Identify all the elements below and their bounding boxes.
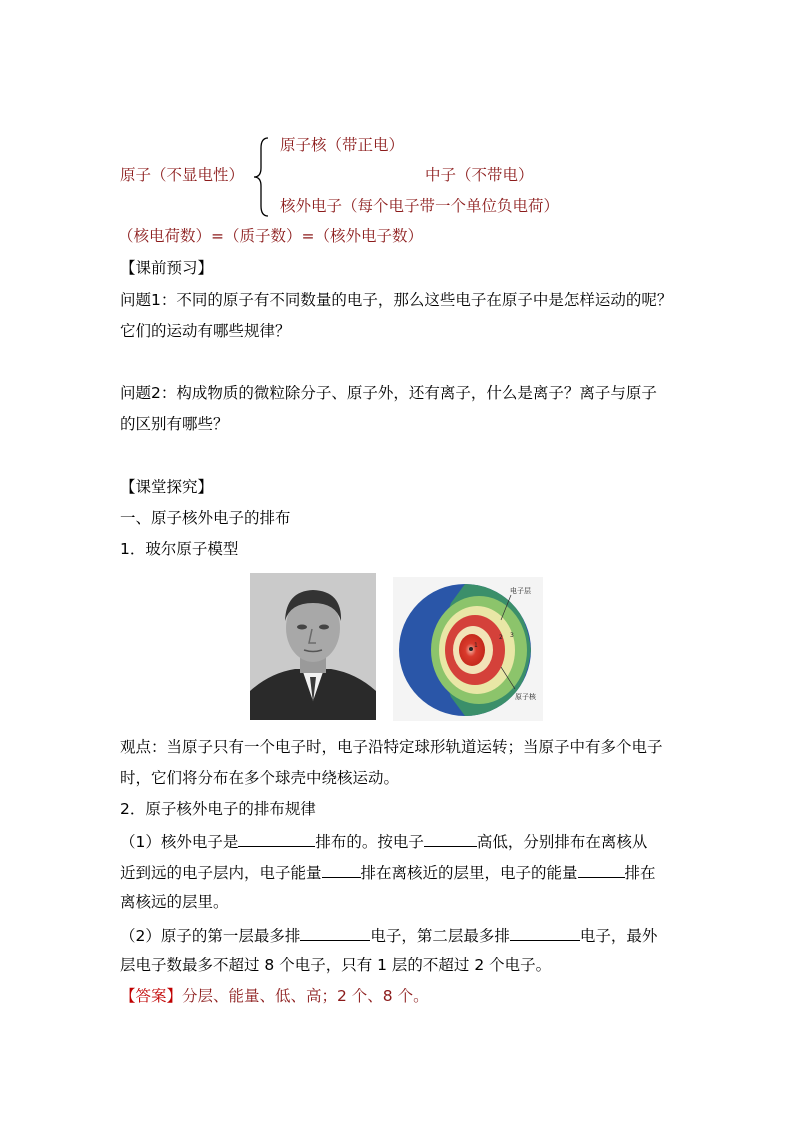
subsection-2-title: 2．原子核外电子的排布规律 xyxy=(120,800,316,818)
brace-icon xyxy=(252,136,272,218)
rule-1-line-3: 离核远的层里。 xyxy=(120,893,229,911)
fill-blank-5[interactable] xyxy=(300,924,370,941)
viewpoint-line-1: 观点：当原子只有一个电子时，电子沿特定球形轨道运转；当原子中有多个电子 xyxy=(120,738,663,756)
fill-blank-4[interactable] xyxy=(578,861,625,878)
atom-label: 原子（不显电性） xyxy=(120,166,245,184)
fill-blank-3[interactable] xyxy=(322,861,361,878)
fill-blank-2[interactable] xyxy=(424,830,477,847)
section-1-title: 一、原子核外电子的排布 xyxy=(120,509,291,527)
rule-1-line-1: （1）核外电子是 排布的。按电子 高低，分别排布在离核从 xyxy=(120,830,647,852)
explore-heading: 【课堂探究】 xyxy=(120,478,214,496)
question-2-line-1: 问题2：构成物质的微粒除分子、原子外，还有离子，什么是离子？离子与原子 xyxy=(120,384,657,402)
atom-nucleus-text: 原子核（带正电） xyxy=(280,136,405,154)
rule-1-line-2: 近到远的电子层内，电子能量 排在离核近的层里，电子的能量 排在 xyxy=(120,861,656,883)
fill-blank-1[interactable] xyxy=(238,830,315,847)
shell-number-1: 1 xyxy=(474,642,478,649)
answer-text: 分层、能量、低、高；2 个、8 个。 xyxy=(182,987,429,1005)
label-nucleus: 原子核 xyxy=(515,693,536,701)
question-1-line-1: 问题1：不同的原子有不同数量的电子，那么这些电子在原子中是怎样运动的呢？ xyxy=(120,291,673,309)
bohr-portrait xyxy=(250,573,376,720)
bohr-atom-model xyxy=(393,577,543,721)
question-1-line-2: 它们的运动有哪些规律？ xyxy=(120,322,291,340)
answer-line xyxy=(120,986,429,1006)
subsection-1-title: 1．玻尔原子模型 xyxy=(120,540,239,558)
shell-number-3: 3 xyxy=(510,632,514,639)
answer-label: 【答案】 xyxy=(120,987,183,1005)
charge-equation: （核电荷数）=（质子数）=（核外电子数） xyxy=(118,227,423,245)
rule-2-line-2: 层电子数最多不超过 8 个电子，只有 1 层的不超过 2 个电子。 xyxy=(120,956,552,974)
atom-neutron-text: 中子（不带电） xyxy=(425,166,534,184)
rule-2-line-1: （2）原子的第一层最多排 电子，第二层最多排 电子，最外 xyxy=(120,924,657,946)
viewpoint-line-2: 时，它们将分布在多个球壳中绕核运动。 xyxy=(120,769,400,787)
preview-heading: 【课前预习】 xyxy=(120,259,214,277)
shell-number-2: 2 xyxy=(499,634,503,641)
atom-electron-text: 核外电子（每个电子带一个单位负电荷） xyxy=(280,197,560,215)
label-electron-shell: 电子层 xyxy=(510,587,531,595)
question-2-line-2: 的区别有哪些？ xyxy=(120,415,229,433)
fill-blank-6[interactable] xyxy=(510,924,580,941)
